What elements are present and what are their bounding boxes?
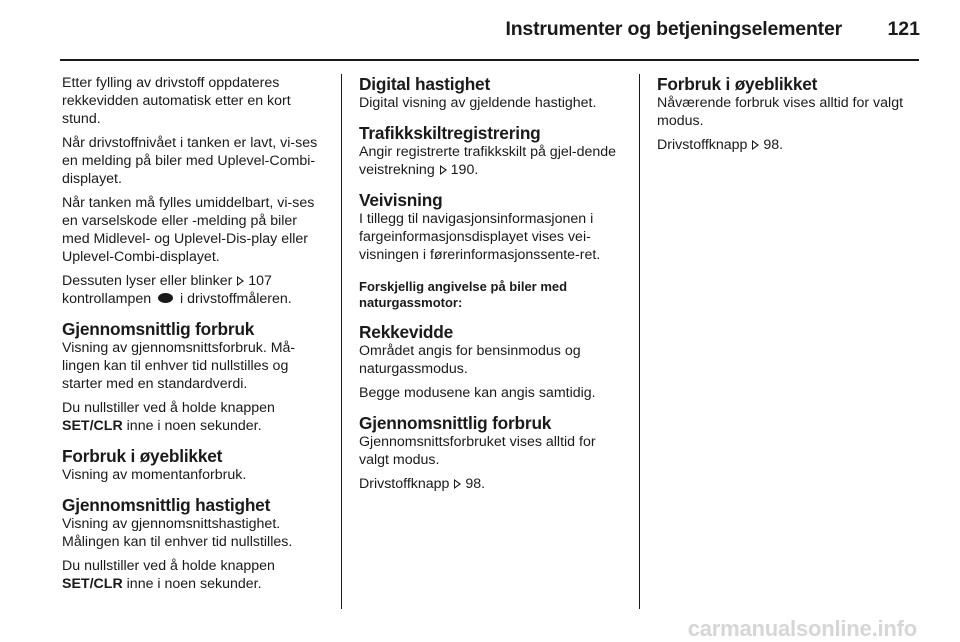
section-heading: Digital hastighet [359, 74, 491, 94]
paragraph: Området angis for bensinmodus og naturgassmodus. [359, 343, 581, 377]
section-heading: Forbruk i øyeblikket [657, 74, 818, 94]
page-title: Instrumenter og betjeningselementer [505, 18, 842, 40]
page-reference: 98. [465, 476, 486, 492]
section-heading: Rekkevidde [359, 322, 454, 342]
paragraph [657, 136, 919, 154]
page-reference-arrow-icon [454, 479, 461, 489]
paragraph: Visning av gjennomsnittshastighet. Målingen kan til enhver tid nullstilles. [62, 516, 293, 550]
page-reference: 190. [450, 162, 479, 178]
paragraph [62, 557, 328, 593]
page-reference-arrow-icon [440, 165, 447, 175]
column-divider [341, 74, 342, 609]
text: Angir registrerte trafikkskilt på gjel-dende veistrekning [359, 144, 617, 178]
text: Du nullstiller ved å holde knappen [62, 400, 275, 416]
text: inne i noen sekunder. [126, 418, 262, 434]
column-divider [639, 74, 640, 609]
section-heading: Forbruk i øyeblikket [62, 446, 223, 466]
text: kontrollampen [62, 291, 152, 307]
text: i drivstoffmåleren. [180, 291, 292, 307]
page-number: 121 [887, 18, 920, 40]
section-heading: Gjennomsnittlig forbruk [62, 319, 255, 339]
paragraph: Nåværende forbruk vises alltid for valgt modus. [657, 95, 904, 129]
page-reference: 98. [763, 137, 784, 153]
paragraph: Når drivstoffnivået i tanken er lavt, vi-ses en melding på biler med Uplevel-Combi-displayet. [62, 135, 318, 187]
column-middle [359, 74, 625, 499]
paragraph [62, 399, 328, 435]
paragraph: Gjennomsnittsforbruket vises alltid for valgt modus. [359, 434, 596, 468]
paragraph: I tillegg til navigasjonsinformasjonen i fargeinformasjonsdisplayet vises vei-visningen i førerinformasjonssente-ret. [359, 211, 601, 263]
section-heading: Veivisning [359, 190, 443, 210]
page-reference: 107 [248, 273, 272, 289]
paragraph-fuel-warning [62, 272, 328, 308]
paragraph: Begge modusene kan angis samtidig. [359, 385, 596, 401]
text: inne i noen sekunder. [126, 576, 262, 592]
fuel-warning-lamp-icon [158, 293, 173, 303]
page-header [0, 0, 960, 62]
paragraph: Når tanken må fylles umiddelbart, vi-ses en varselskode eller -melding på biler med Midlevel- og Uplevel-Dis-play eller Uplevel-Combi-displayet. [62, 195, 315, 265]
paragraph: Etter fylling av drivstoff oppdateres rekkevidden automatisk etter en kort stund. [62, 75, 291, 127]
key-label: SET/CLR [62, 576, 123, 592]
section-heading: Gjennomsnittlig hastighet [62, 495, 271, 515]
paragraph: Visning av momentanforbruk. [62, 467, 247, 483]
text: Du nullstiller ved å holde knappen [62, 558, 275, 574]
page-reference-arrow-icon [752, 140, 759, 150]
text: Drivstoffknapp [657, 137, 748, 153]
paragraph [359, 475, 625, 493]
header-divider [60, 59, 919, 61]
paragraph: Digital visning av gjeldende hastighet. [359, 95, 597, 111]
sub-heading: Forskjellig angivelse på biler med naturgassmotor: [359, 279, 568, 310]
page-reference-arrow-icon [237, 276, 244, 286]
column-left [62, 74, 328, 599]
paragraph [359, 143, 625, 179]
paragraph: Visning av gjennomsnittsforbruk. Må-lingen kan til enhver tid nullstilles og starter med en standardverdi. [62, 340, 296, 392]
text: Dessuten lyser eller blinker [62, 273, 233, 289]
column-right [657, 74, 919, 160]
watermark: carmanualsonline.info [687, 616, 917, 641]
key-label: SET/CLR [62, 418, 123, 434]
text: Drivstoffknapp [359, 476, 450, 492]
section-heading: Trafikkskiltregistrering [359, 123, 541, 143]
section-heading: Gjennomsnittlig forbruk [359, 413, 552, 433]
